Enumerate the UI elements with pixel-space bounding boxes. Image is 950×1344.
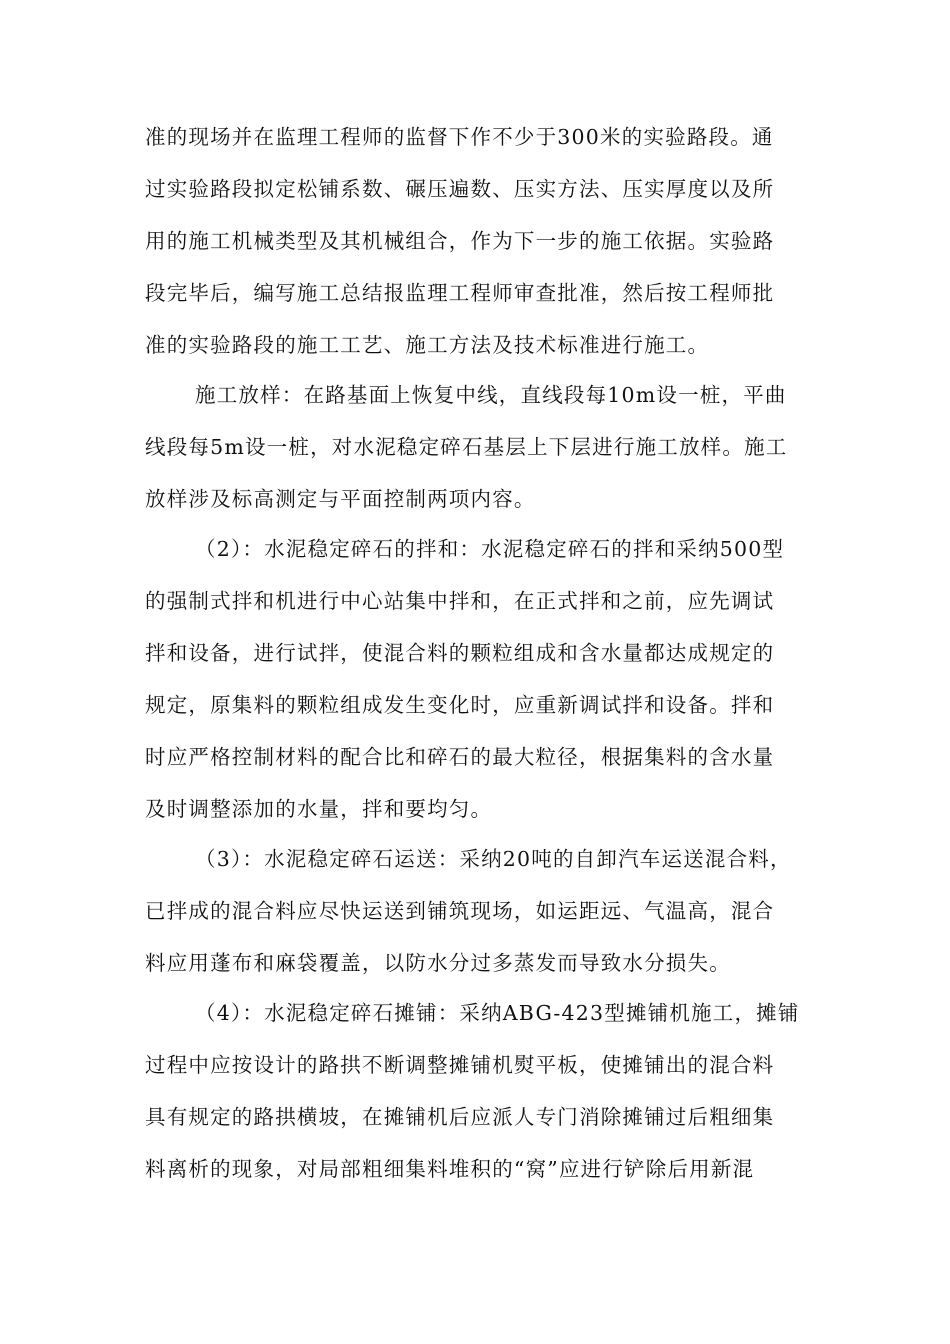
text-line: 及时调整添加的水量，拌和要均匀。 — [145, 797, 493, 821]
text-line: 线段每5m设一桩，对水泥稳定碎石基层上下层进行施工放样。施工 — [145, 435, 788, 459]
text-line: 段完毕后，编写施工总结报监理工程师审查批准，然后按工程师批 — [145, 281, 775, 305]
text-line: （4）：水泥稳定碎石摊铺：采纳ABG-423型摊铺机施工，摊铺 — [195, 1001, 800, 1025]
text-line: 的强制式拌和机进行中心站集中拌和，在正式拌和之前，应先调试 — [145, 589, 775, 613]
text-line: 具有规定的路拱横坡，在摊铺机后应派人专门消除摊铺过后粗细集 — [145, 1105, 775, 1129]
text-line: 用的施工机械类型及其机械组合，作为下一步的施工依据。实验路 — [145, 229, 775, 253]
text-line: 料离析的现象，对局部粗细集料堆积的“窝”应进行铲除后用新混 — [145, 1157, 755, 1181]
text-line: 料应用蓬布和麻袋覆盖，以防水分过多蒸发而导致水分损失。 — [145, 951, 731, 975]
text-line: 施工放样：在路基面上恢复中线，直线段每10m设一桩，平曲 — [195, 383, 787, 407]
text-line: 放样涉及标高测定与平面控制两项内容。 — [145, 487, 536, 511]
text-line: （3）：水泥稳定碎石运送：采纳20吨的自卸汽车运送混合料， — [195, 847, 792, 871]
text-line: 时应严格控制材料的配合比和碎石的最大粒径，根据集料的含水量 — [145, 745, 775, 769]
text-line: 过程中应按设计的路拱不断调整摊铺机熨平板，使摊铺出的混合料 — [145, 1053, 775, 1077]
text-line: （2）：水泥稳定碎石的拌和：水泥稳定碎石的拌和采纳500型 — [195, 537, 785, 561]
text-line: 已拌成的混合料应尽快运送到铺筑现场，如运距远、气温高，混合 — [145, 899, 775, 923]
text-line: 准的实验路段的施工工艺、施工方法及技术标准进行施工。 — [145, 333, 710, 357]
text-line: 规定，原集料的颗粒组成发生变化时，应重新调试拌和设备。拌和 — [145, 693, 775, 717]
text-line: 过实验路段拟定松铺系数、碾压遍数、压实方法、压实厚度以及所 — [145, 177, 775, 201]
text-line: 拌和设备，进行试拌，使混合料的颗粒组成和含水量都达成规定的 — [145, 641, 775, 665]
text-line: 准的现场并在监理工程师的监督下作不少于300米的实验路段。通 — [145, 125, 774, 149]
